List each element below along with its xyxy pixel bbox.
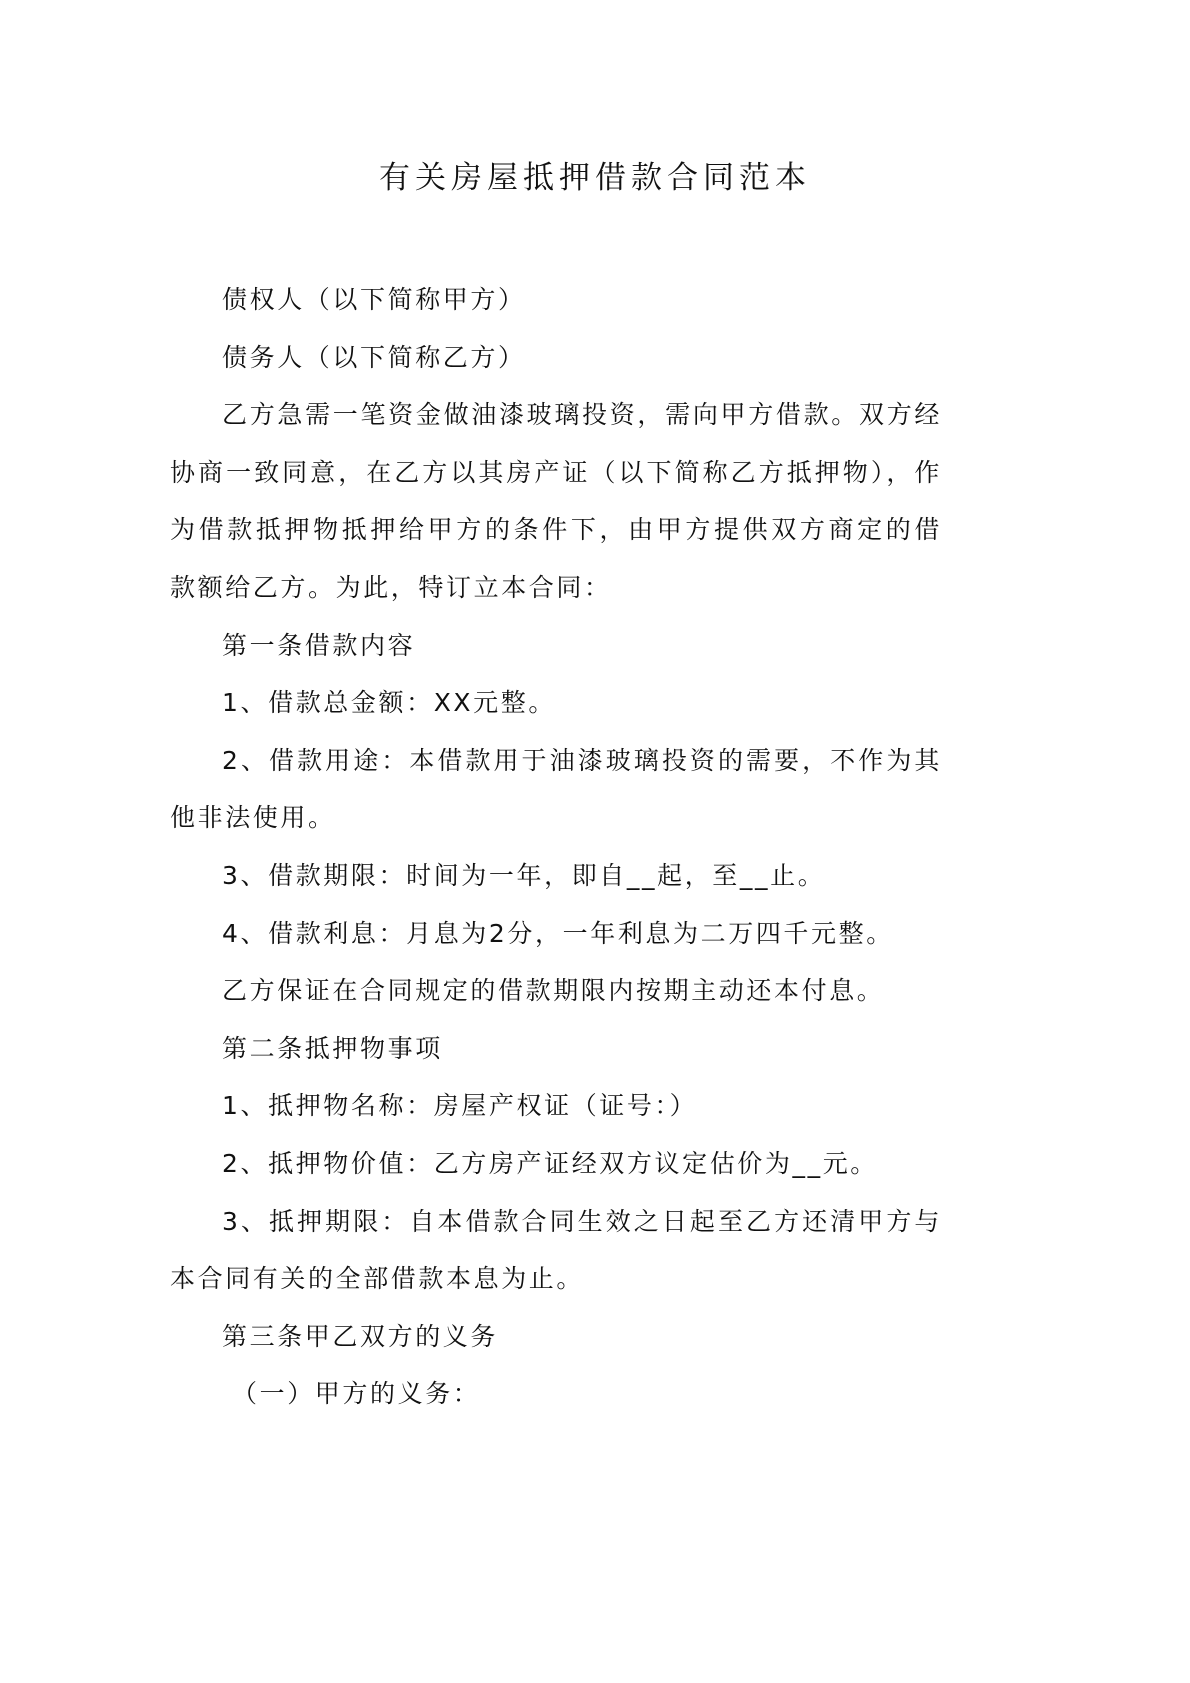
document-body xyxy=(170,271,942,1423)
debtor-line: 债务人（以下简称乙方） xyxy=(222,342,526,372)
repayment-guarantee: 乙方保证在合同规定的借款期限内按期主动还本付息。 xyxy=(222,976,885,1006)
article-3-heading: 第三条甲乙双方的义务 xyxy=(222,1321,499,1351)
article-1-clause-1: 1、借款总金额：XX元整。 xyxy=(222,688,556,718)
creditor-line: 债权人（以下简称甲方） xyxy=(222,285,526,314)
preamble-paragraph: 乙方急需一笔资金做油漆玻璃投资，需向甲方借款。双方经协商一致同意，在乙方以其房产证（以下简称乙方抵押物），作为借款抵押物抵押给甲方的条件下，由甲方提供双方商定的借款额给乙方。为此，特订立本合同： xyxy=(170,400,942,602)
article-1-clause-3: 3、借款期限：时间为一年，即自__起，至__止。 xyxy=(222,860,826,890)
article-2-clause-1: 1、抵押物名称：房屋产权证（证号：） xyxy=(222,1091,698,1121)
party-a-obligations-heading: （一）甲方的义务： xyxy=(232,1379,481,1409)
article-2-clause-2: 2、抵押物价值：乙方房产证经双方议定估价为__元。 xyxy=(222,1148,878,1178)
article-1-clause-2: 2、借款用途：本借款用于油漆玻璃投资的需要，不作为其他非法使用。 xyxy=(170,745,942,833)
article-2-clause-3: 3、抵押期限：自本借款合同生效之日起至乙方还清甲方与本合同有关的全部借款本息为止。 xyxy=(170,1206,942,1294)
article-1-clause-4: 4、借款利息：月息为2分，一年利息为二万四千元整。 xyxy=(222,918,894,948)
document-title: 有关房屋抵押借款合同范本 xyxy=(379,160,811,196)
article-1-heading: 第一条借款内容 xyxy=(222,630,416,660)
article-2-heading: 第二条抵押物事项 xyxy=(222,1033,443,1063)
